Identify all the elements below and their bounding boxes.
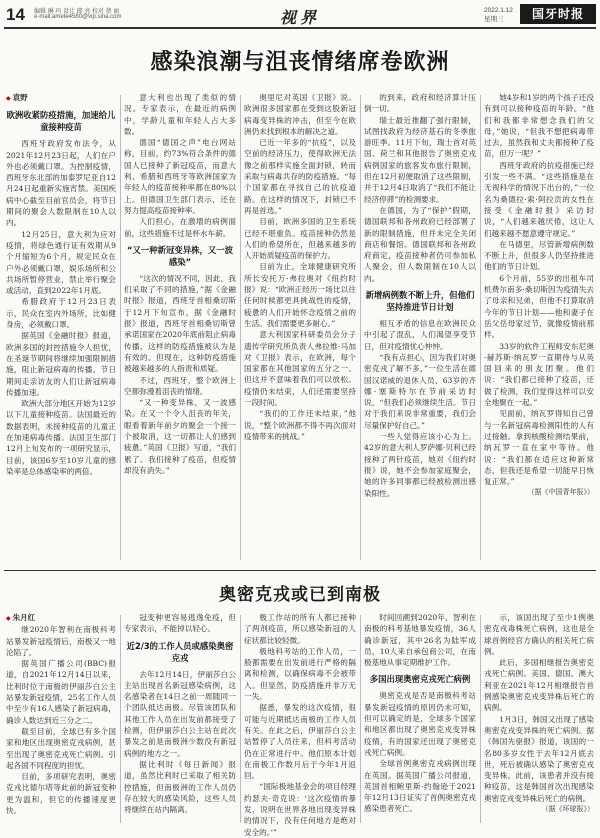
article2-column-5 <box>484 612 594 824</box>
paragraph: 截至目前，全球已有多个国家和地区出现奥密克戎病例，甚至出现了奥密克戎死亡病例。引起各国不同程度的担忧。 <box>6 726 116 770</box>
paragraph: 意大利也出现了类似的情况。专家表示，在最近的病例中，学龄儿童和年轻人占大多数。 <box>124 93 236 136</box>
paragraph: 时间回溯到2020年，智利在南极的科考基地暴发疫情，36人确诊新冠，其中26名为陆军成员，10人来自承包商公司，在南极基地从事定期维护工作。 <box>364 613 476 668</box>
paragraph: 相互矛盾的信息在欧洲民众中引起了混乱，人们渴望享受节日，但对疫情忧心忡忡。 <box>364 319 476 351</box>
article2-column-3 <box>244 612 356 837</box>
byline-marker: ◆ <box>6 615 11 622</box>
paragraph: 见面前，纳瓦罗得知自己曾与一名新冠病毒检测阳性的人有过接触。拿到核酸检测结果前，纳瓦罗一直在家中等待。他说：“我们都在适应这种新常态，但我还是希望一切能早日恢复正常。” <box>484 409 594 487</box>
column-divider <box>360 615 361 823</box>
paragraph: 在马德里，尽管新增病例数不断上升，但很多人仍坚持推进他们的节日计划。 <box>484 239 594 272</box>
column-divider <box>480 95 481 560</box>
column-divider <box>240 95 241 560</box>
article-divider <box>4 570 596 571</box>
byline-author: 袁野 <box>12 93 28 102</box>
paragraph: 在德国，为了“保护”假期，德国联邦和各州政府已经部署了新的限制措施，但并未完全关闭商店和餐馆。德国联邦和各州政府商定，疫苗接种者仍可参加私人聚会，但人数限制在10人以内。 <box>364 205 476 283</box>
paragraph: 已近一年多的“抗疫”，以及空前的经济压力，使得欧洲无法像之前那样实施全面封锁，转而采取与病毒共存的防疫措施。“每个国家都在寻找自己的抗疫道路。在这样的情况下，封锁已不再是首选。” <box>244 138 356 215</box>
paragraph: 她4岁和1岁的两个孩子还没有到可以接种疫苗的年龄。“他们和我都非常想念我们的父母，”她说，“但我不想把病毒带过去，虽然我和丈夫都接种了疫苗，但万一呢？” <box>484 93 594 159</box>
paragraph: 希腊政府于12月23日表示，民众在室内外场所，比如健身房，必须戴口罩。 <box>6 297 116 330</box>
article1-byline <box>6 92 116 104</box>
editor-credits: 编辑 琳 玛 设计 郎 亮 校对 蔡 丽 <box>34 9 120 15</box>
paragraph: 此后，多国相继报告奥密克戎死亡病例。美国、德国、澳大利亚在2021年12月相继报告首例感染奥密克戎变异株后死亡的病例。 <box>484 658 594 713</box>
article2-subhead-1: 近2/3的工作人员或感染奥密克戎 <box>126 640 234 663</box>
article1-subhead-3: 新增病例数不断上升，但他们坚持推进节日计划 <box>365 290 475 313</box>
header-divider <box>4 27 596 29</box>
weekday-text: 星期三 <box>484 16 504 23</box>
article2-source-credit: （据《环球报》） <box>541 805 594 814</box>
article1-column-5 <box>484 92 594 562</box>
paragraph: 德国“德国之声”电台网站称，目前，约73%符合条件的德国人已接种了新冠疫苗，而意大利、希腊和西班牙等欧洲国家为年轻人的疫苗接种率都在80%以上。但德国卫生部门表示，还在努力提高疫苗接种率。 <box>124 138 236 215</box>
paragraph: 奥密克戎是否是南极科考站暴发新冠疫情的原因仍未可知，但可以确定的是，全球多个国家和地区都出现了奥密克戎变异株疫情，有的国家还出现了奥密克戎死亡病例。 <box>364 691 476 757</box>
article2-byline <box>6 612 116 624</box>
paragraph: 一些人觉得应该小心为上。42岁的意大利人罗萨娜·贝利已经接种了两针疫苗，她对《纽约时报》说，她不会参加家庭聚会，她的许多同事都已经被检测出感染阳性。 <box>364 432 476 498</box>
article2-column-1 <box>6 612 116 824</box>
paragraph: 33岁的软件工程师安东尼奥·赫苏斯·纳瓦罗一直期待与从英国回来的朋友团聚。他们说：“我们都已接种了疫苗，还做了检测，我们觉得这样可以安全地聚在一起。” <box>484 341 594 408</box>
paragraph: “这次的情况不同，因此，我们采取了不同的措施，”据《金融时报》报道，西班牙首相桑切斯于12月下旬宣布，据《金融时报》报道，西班牙首相桑切斯曾承诺国家在2020年底前阻止病毒传播，这样的防疫措施被认为是有效的。但现在，这种防疫措施被越来越多的人指责和质疑。 <box>124 273 236 374</box>
paragraph: 意大利国家科研委员会分子遗传学研究所负责人弗拉维·马加对《卫报》表示，在欧洲，每个国家都在其他国家的五分之一、但这并不意味着我们可以放松。疫情仍未结束，人们还需要坚持一段时间。 <box>244 330 356 408</box>
article2-column-2 <box>124 612 236 824</box>
paragraph: 据比利时《每日新闻》报道，虽然比利时已采取了相关防控措施，但南极洲的工作人员仍存在较大的感染风险，这些人员将继续在站内隔离。 <box>124 759 236 815</box>
paragraph: 目前为止，全球健康研究所所长安托万·弗拉奥对《纽约时报》说：“欧洲正经历一场比以往任何时候都更具挑战性的疫情，疲惫的人们开始怀念疫情之前的生活。我们需要更多耐心。” <box>244 262 356 328</box>
paragraph: 示，该国出现了至少1例奥密克戎毒株死亡病例，这也是全球首例经官方确认的相关死亡病例。 <box>484 613 594 656</box>
page-header <box>0 0 600 30</box>
paragraph: 12月25日，意大利为应对疫情，将绿色通行证有效期从9个月缩短为6个月，规定民众在户外必须戴口罩，娱乐场所和公共场所暂停营业，禁止举行聚会或活动，直到2022年1月底。 <box>6 229 116 296</box>
paragraph: 奥里尼对英国《卫报》说。欧洲很多国家都在受到这股新冠病毒变异株的冲击，但至今在欧洲仍未找到根本的解决之道。 <box>244 93 356 136</box>
paragraph: 瑞士最近推翻了强行限制，试图找政府为经济基石的冬季旅游旺季。11月下旬，瑞士首对英国、荷兰和其他报告了奥密克戎病例国家的旅客发布旅行限制，但在12月初便取消了这些限制，并于12月4日取消了“我们不能让经济停滞”的检测要求。 <box>364 115 476 204</box>
paragraph: 西班牙政府的抗疫措施已经引发一些不满。“这些措施是在无视科学的情况下出台的，”一位名为桑德拉·索·阿拉贡的女性在接受《金融时报》采访时说，“人们越来越厌倦，这让人们越来越不愿意遵守规定。” <box>484 160 594 238</box>
column-divider <box>360 95 361 560</box>
paragraph: 极地科考站的工作人员，一般都需要在出发前进行严格的隔离和检测，以确保病毒不会被带入。但显然，防疫措施并非万无一失。 <box>244 646 356 702</box>
paragraph: 欧洲大部分地区开始为12岁以下儿童接种疫苗。法国最近的数据表明，未接种疫苗的儿童正在加速病毒传播。法国卫生部门12月上旬发布的一项研究显示，目前，该国6岁至10岁儿童的感染率是总体感染率的两倍。 <box>6 399 116 476</box>
article1-column-3 <box>244 92 356 562</box>
article1-column-1 <box>6 92 116 562</box>
column-divider <box>120 95 121 560</box>
paragraph: 人们担心，在激增的病例面前，这些措施不过是杯水车薪。 <box>124 217 236 238</box>
byline-author: 朱月红 <box>12 613 36 622</box>
paragraph: 目前，多项研究表明，奥密克戎比德尔塔等此前的新冠变种更为温和，但它的传播速度更快。 <box>6 772 116 816</box>
paragraph: 不过，西班牙，整个欧洲上空都弥漫着沮丧的情绪。 <box>124 375 236 396</box>
paragraph: 的到来，政府和经济算计压倒一切。 <box>364 93 476 114</box>
page-number: 14 <box>6 5 25 24</box>
article2-subhead-2: 多国出现奥密克戎死亡病例 <box>369 674 471 685</box>
paragraph: 据英国广播公司(BBC)报道，自2021年12月14日以来，比利时位于南极的伊丽莎白公主站暴发新冠疫情，25名工作人员中至少有16人感染了新冠病毒，确诊人数达到近三分之二。 <box>6 659 116 725</box>
paragraph: 6个月前，55岁的出租车司机费尔南多·桑切斯因为疫情失去了母亲和兄弟，但他不打算取消今年的节日计划——他和妻子在岳父岳母家过节，就像疫情前那样。 <box>484 273 594 340</box>
paragraph: “我们的工作还未结束，”他说，“整个欧洲都不得不再次面对疫情带来的挑战。” <box>244 409 356 441</box>
paragraph: 目前，欧洲多国的卫生系统已经不堪重负。疫苗接种仍然是人们的希望所在，但越来越多的人开始质疑疫苗的保护力。 <box>244 217 356 261</box>
newspaper-logo: 国牙时报 <box>520 4 596 24</box>
paragraph: 冠变种更容易逃逸免疫，但专家表示，不能掉以轻心。 <box>124 613 236 634</box>
article2-column-4 <box>364 612 476 824</box>
column-divider <box>480 615 481 823</box>
article2-headline: 奥密克戎或已到南极 <box>219 585 381 605</box>
paragraph: “我有点担心，因为我们对奥密克戎了解不多，”一位生活在德国汉诺威的退休人员、63岁的齐娜·塞斯特尔在节前采访时说，“但我们必须继续生活。节日对于我们来说非常重要，我们会尽量保护好自己。” <box>364 352 476 430</box>
paragraph: “国际极地基金会的项目经理约瑟夫·奇克说：‘这次疫情的暴发，说明在世界各地出现变异株的情况下，没有任何地方是绝对安全的。’” <box>244 782 356 837</box>
paragraph: 去年12月14日，伊丽莎白公主站出现首名新冠感染病例，这名感染者在14日之前一周随同一个团队抵达南极。尽管该团队和其他工作人员在出发前都接受了检测，但伊丽莎白公主站在此次暴发之前是南极洲少数没有新冠病例的地方之一。 <box>124 669 236 758</box>
article1-subhead-1: 欧洲收紧防疫措施，加速给儿童接种疫苗 <box>6 110 116 133</box>
date-text: 2022.1.12 <box>484 7 513 14</box>
editor-email: e-mail:amete4580@vip.sina.com <box>34 14 122 20</box>
byline-marker: ◆ <box>6 95 11 102</box>
issue-date <box>484 6 513 24</box>
paragraph: 全球首例奥密克戎病例出现在英国。据英国广播公司报道，英国首相鲍里斯·约翰逊于2021年12月13日证实了首例奥密克戎感染患者死亡。 <box>364 759 476 814</box>
article1-column-4 <box>364 92 476 562</box>
article1-column-2 <box>124 92 236 562</box>
column-divider <box>120 615 121 823</box>
section-title: 视界 <box>279 8 320 27</box>
paragraph: 继2020年智利在南极科考站暴发新冠疫情后，南极又一地沦陷了。 <box>6 625 116 657</box>
column-divider <box>240 615 241 823</box>
paragraph: 1月3日，韩国又出现了感染奥密克戎变异株的死亡病例。据《韩国先驱报》报道，该国的一名80多岁女性于去年12月底去世，死后被确认感染了奥密克戎变异株。此前，该患者并没有接种疫苗，这是韩国首次出现感染奥密克戎变异株后死亡的病例。 <box>484 714 594 803</box>
paragraph: 极工作站的所有人都已接种了两剂疫苗，所以感染新冠的人症状都比较轻微。 <box>244 613 356 645</box>
paragraph: 据悉，暴发的这次疫情，很可能与近期抵达南极的工作人员有关。在此之后，伊丽莎白公主站暂停了人员往来，但科考活动仍在正常进行中。他们原本计划在南极工作数月后于今年1月返回。 <box>244 703 356 781</box>
article1-headline: 感染浪潮与沮丧情绪席卷欧洲 <box>150 50 450 75</box>
paragraph: “又一种变异株，又一波感染。在又一个令人沮丧的年关，眼看着新年前夕的聚会一个接一个被取消，这一切都让人们感到疲惫。”英国《卫报》写道，“我们累了。我们接种了疫苗，但疫情却没有消失。” <box>124 398 236 475</box>
paragraph: 据英国《金融时报》报道，欧洲多国的封控措施令人担忧，在圣诞节期间将继续加强限制措施，阻止新冠病毒的传播。节日期间走亲访友的人们让新冠病毒传播加速。 <box>6 331 116 397</box>
article1-source-credit: （据《中国青年报》） <box>527 488 594 497</box>
article1-subhead-2: “又一种新冠变异株，又一波感染” <box>126 244 233 267</box>
paragraph: 西班牙政府发布法令，从2021年12月23日起，人们在户外也必须戴口罩。为控制疫情，西班牙东北部的加泰罗尼亚自12月24日起重新实施宵禁。美国疾病中心截至目前官员会，将节日期间的聚会人数限制在10人以内。 <box>6 139 116 228</box>
